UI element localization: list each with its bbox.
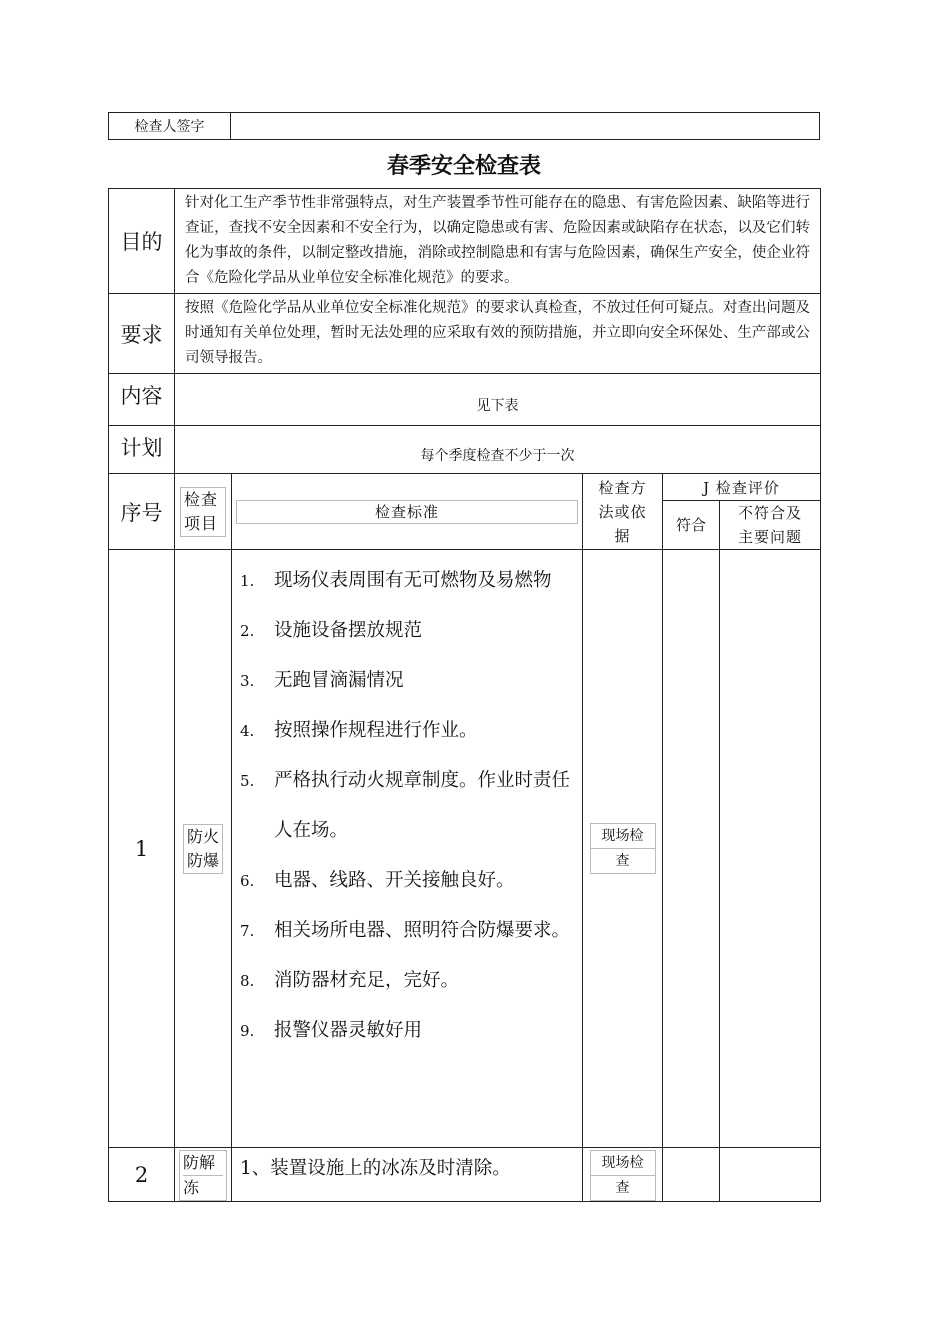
- header-method-line3: 据: [614, 526, 631, 545]
- inspection-table: [108, 188, 821, 1202]
- row1-seq: 1: [109, 550, 175, 1148]
- header-item-line1: 检查: [184, 489, 219, 509]
- row1-standards: [232, 550, 583, 1148]
- row2-item-line2: 冻: [183, 1178, 200, 1197]
- content-text: 见下表: [175, 374, 821, 426]
- requirement-text: 按照《危险化学品从业单位安全标准化规范》的要求认真检查，不放过任何可疑点。对查出问题及时通知有关单位处理，暂时无法处理的应采取有效的预防措施，并立即向安全环保处、生产部或公司领导报告。: [175, 294, 821, 374]
- header-method-line1: 检查方: [598, 478, 647, 497]
- purpose-label: 目的: [109, 189, 175, 294]
- purpose-row: [109, 189, 821, 294]
- row2-item: [175, 1148, 232, 1202]
- header-item: [175, 474, 232, 550]
- row2-conform[interactable]: [663, 1148, 720, 1202]
- table-row: [109, 550, 821, 1148]
- row2-standard: 1、装置设施上的冰冻及时清除。: [232, 1148, 583, 1202]
- row1-method-line1: 现场检: [591, 824, 655, 849]
- header-nonconform: [720, 501, 820, 549]
- plan-text: 每个季度检查不少于一次: [175, 426, 821, 474]
- page-title: 春季安全检查表: [386, 153, 541, 179]
- header-conform: 符合: [663, 501, 720, 549]
- row1-standard-list: [232, 550, 582, 1062]
- header-method-line2: 法或依: [598, 502, 647, 521]
- header-standard-label: 检查标准: [236, 500, 578, 524]
- table-row: [109, 1148, 821, 1202]
- purpose-text: 针对化工生产季节性非常强特点，对生产装置季节性可能存在的隐患、有害危险因素、缺陷等进行查证，查找不安全因素和不安全行为，以确定隐患或有害、危险因素或缺陷存在状态，以及它们转化为事故的条件，以制定整改措施，消除或控制隐患和有害与危险因素，确保生产安全，使企业符合《危险化学品从业单位安全标准化规范》的要求。: [175, 189, 821, 294]
- signature-label: 检查人签字: [108, 112, 230, 140]
- list-item: 3. 无跑冒滴漏情况: [240, 670, 404, 691]
- row1-item: [175, 550, 232, 1148]
- requirement-label: 要求: [109, 294, 175, 374]
- header-evaluation: [663, 474, 821, 550]
- row1-conform[interactable]: [663, 550, 720, 1148]
- row1-item-line2: 防爆: [186, 850, 219, 870]
- header-seq: 序号: [109, 474, 175, 550]
- list-item: 9. 报警仪器灵敏好用: [240, 1020, 423, 1041]
- list-item: 2. 设施设备摆放规范: [240, 620, 423, 641]
- header-nonconform-line1: 不符合及: [737, 503, 802, 522]
- row2-method-line2: 查: [615, 1180, 630, 1196]
- header-nonconform-line2: 主要问题: [737, 527, 802, 546]
- plan-row: [109, 426, 821, 474]
- row1-method: [583, 550, 663, 1148]
- header-standard: [232, 474, 583, 550]
- list-item: 5. 严格执行动火规章制度。作业时责任人在场。: [240, 770, 571, 841]
- row1-method-line2: 查: [615, 853, 630, 869]
- header-evaluation-label: J 检查评价: [663, 475, 820, 501]
- row1-item-line1: 防火: [186, 826, 219, 846]
- content-row: [109, 374, 821, 426]
- list-item: 8. 消防器材充足，完好。: [240, 970, 460, 991]
- row2-nonconform[interactable]: [720, 1148, 821, 1202]
- content-label: 内容: [109, 374, 175, 426]
- header-item-line2: 项目: [184, 513, 219, 533]
- row2-method: [583, 1148, 663, 1202]
- list-item: 4. 按照操作规程进行作业。: [240, 720, 478, 741]
- row2-seq: 2: [109, 1148, 175, 1202]
- plan-label: 计划: [109, 426, 175, 474]
- list-item: 7. 相关场所电器、照明符合防爆要求。: [240, 920, 571, 941]
- row2-method-line1: 现场检: [591, 1151, 655, 1176]
- row1-nonconform[interactable]: [720, 550, 821, 1148]
- header-method: [583, 474, 663, 550]
- list-item: 6. 电器、线路、开关接触良好。: [240, 870, 515, 891]
- row2-item-line1: 防解: [183, 1151, 223, 1176]
- table-header-row: [109, 474, 821, 550]
- list-item: 1. 现场仪表周围有无可燃物及易燃物: [240, 570, 552, 591]
- signature-field[interactable]: [230, 112, 820, 140]
- requirement-row: [109, 294, 821, 374]
